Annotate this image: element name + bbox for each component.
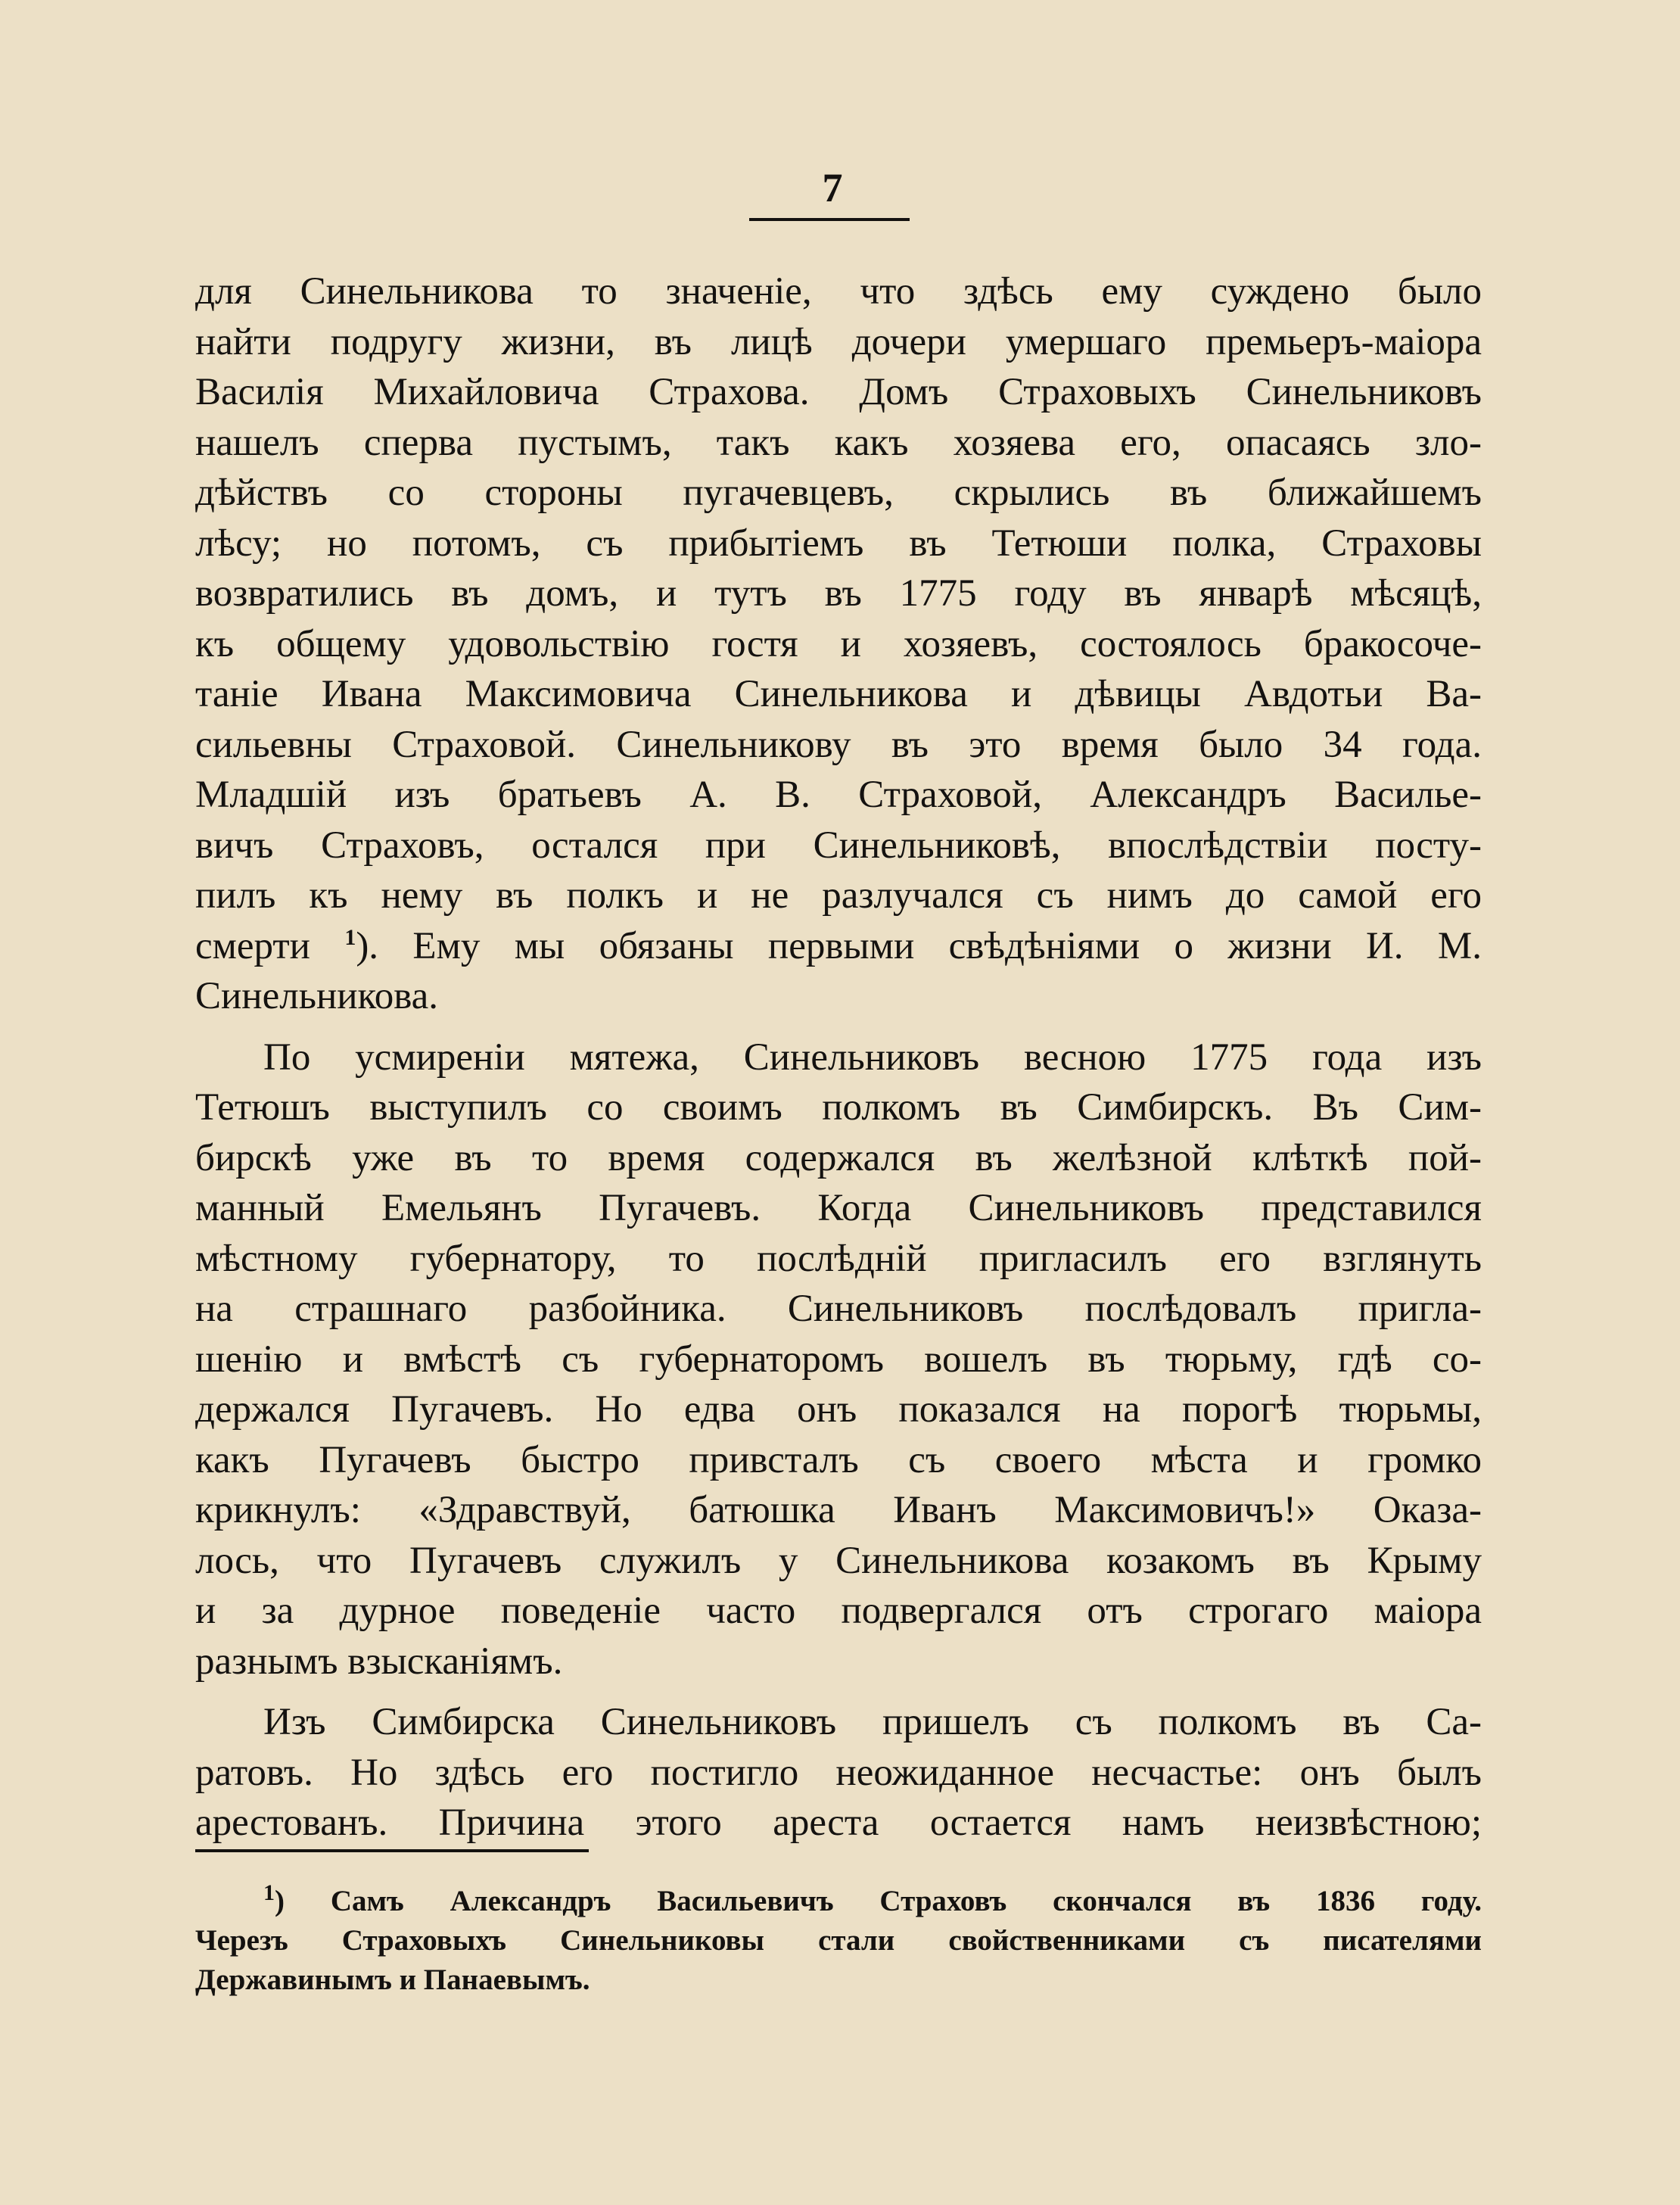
text-line: сильевны Страховой. Синельникову въ это время было 34 года.: [195, 723, 1482, 766]
text-line: мѣстному губернатору, то послѣдній пригласилъ его взглянуть: [195, 1237, 1482, 1280]
footnote-line: Черезъ Страховыхъ Синельниковы стали свойственниками съ писателями: [195, 1924, 1482, 1957]
page-number: 7: [822, 165, 843, 210]
text-line: для Синельникова то значеніе, что здѣсь ему суждено было: [195, 270, 1482, 313]
text-line: дѣйствъ со стороны пугачевцевъ, скрылись въ ближайшемъ: [195, 472, 1482, 514]
text-fragment: ) Самъ Александръ Васильевичъ Страховъ скончался въ 1836 году.: [275, 1885, 1482, 1917]
text-fragment: ). Ему мы обязаны первыми свѣдѣніями о жизни И. М.: [356, 924, 1482, 967]
text-line: бирскѣ уже въ то время содержался въ желѣзной клѣткѣ пой-: [195, 1136, 1482, 1179]
text-line: таніе Ивана Максимовича Синельникова и дѣвицы Авдотьи Ва-: [195, 673, 1482, 715]
text-line: Тетюшъ выступилъ со своимъ полкомъ въ Симбирскъ. Въ Сим-: [195, 1086, 1482, 1129]
text-line: Василія Михайловича Страхова. Домъ Страховыхъ Синельниковъ: [195, 371, 1482, 413]
text-line: шенію и вмѣстѣ съ губернаторомъ вошелъ въ тюрьму, гдѣ со-: [195, 1338, 1482, 1381]
text-line: разнымъ взысканіямъ.: [195, 1640, 563, 1683]
text-line: возвратились въ домъ, и тутъ въ 1775 году въ январѣ мѣсяцѣ,: [195, 572, 1482, 615]
text-line: По усмиреніи мятежа, Синельниковъ весною 1775 года изъ: [263, 1036, 1482, 1079]
text-line: ратовъ. Но здѣсь его постигло неожиданное несчастье: онъ былъ: [195, 1751, 1482, 1794]
text-line: вичъ Страховъ, остался при Синельниковѣ, впослѣдствіи посту-: [195, 824, 1482, 867]
text-line: Синельникова.: [195, 975, 439, 1017]
footnote-reference[interactable]: 1: [344, 924, 356, 950]
text-fragment: смерти: [195, 924, 310, 967]
body-text: [195, 266, 1482, 1848]
text-line: на страшнаго разбойника. Синельниковъ послѣдовалъ пригла-: [195, 1288, 1482, 1330]
footnote-line: Державинымъ и Панаевымъ.: [195, 1964, 590, 1996]
text-line: какъ Пугачевъ быстро привсталъ съ своего мѣста и громко: [195, 1438, 1482, 1481]
text-line: манный Емельянъ Пугачевъ. Когда Синельниковъ представился: [195, 1187, 1482, 1229]
footnote-mark: 1: [263, 1880, 275, 1905]
text-line-with-footnote-ref: [195, 921, 1482, 972]
text-line: Изъ Симбирска Синельниковъ пришелъ съ полкомъ въ Са-: [263, 1701, 1482, 1743]
footnote-line: [195, 1882, 1482, 1921]
text-line: пилъ къ нему въ полкъ и не разлучался съ нимъ до самой его: [195, 874, 1482, 917]
text-line: арестованъ. Причина этого ареста остается намъ неизвѣстною;: [195, 1802, 1482, 1844]
text-line: лѣсу; но потомъ, съ прибытіемъ въ Тетюши полка, Страховы: [195, 522, 1482, 565]
text-line: къ общему удовольствію гостя и хозяевъ, состоялось бракосоче-: [195, 622, 1482, 665]
footnote-rule: [195, 1849, 589, 1852]
text-line: держался Пугачевъ. Но едва онъ показался на порогѣ тюрьмы,: [195, 1388, 1482, 1431]
text-line: нашелъ сперва пустымъ, такъ какъ хозяева его, опасаясь зло-: [195, 421, 1482, 464]
header-rule: [749, 218, 910, 221]
text-line: крикнулъ: «Здравствуй, батюшка Иванъ Максимовичъ!» Оказа-: [195, 1489, 1482, 1531]
text-line: Младшій изъ братьевъ А. В. Страховой, Александръ Васильe-: [195, 774, 1482, 816]
text-line: лось, что Пугачевъ служилъ у Синельникова козакомъ въ Крыму: [195, 1539, 1482, 1582]
footnote: [195, 1882, 1482, 2000]
text-line: и за дурное поведеніе часто подвергался отъ строгаго маіора: [195, 1590, 1482, 1632]
text-line: найти подругу жизни, въ лицѣ дочери умершаго премьеръ-маіора: [195, 320, 1482, 363]
